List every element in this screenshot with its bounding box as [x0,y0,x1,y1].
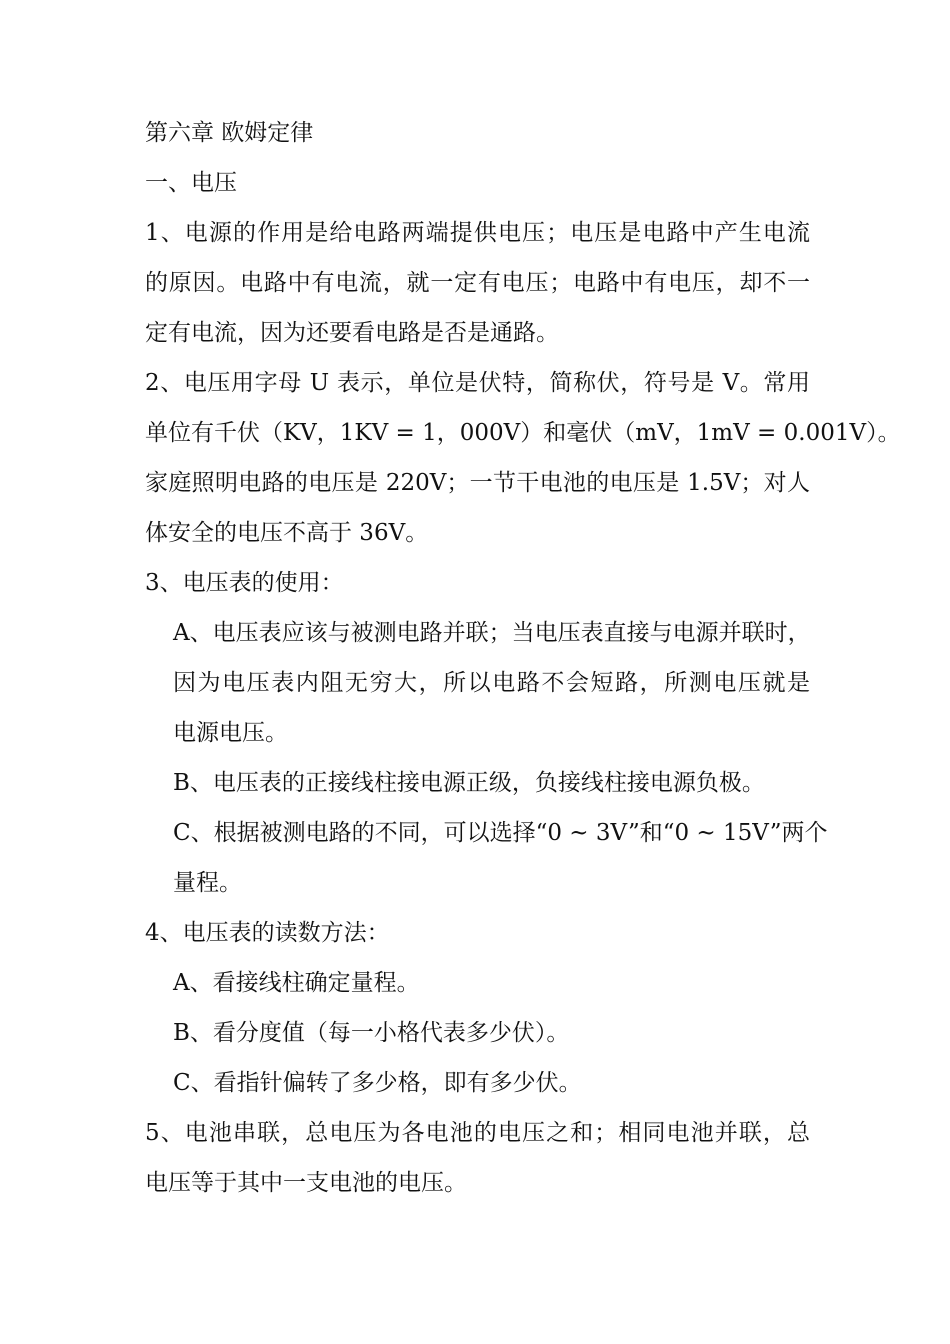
paragraph-line: 定有电流，因为还要看电路是否是通路。 [145,320,559,346]
item-4-sub-b [145,1008,810,1058]
item-3-sub-a [145,608,810,758]
item-4-sub-a [145,958,810,1008]
paragraph-line: 单位有千伏（KV，1KV = 1，000V）和毫伏（mV，1mV = 0.001V）。 [145,420,901,446]
paragraph-line: 电源电压。 [173,720,288,746]
document-body [145,108,901,1208]
chapter-title: 第六章 欧姆定律 [145,120,314,146]
paragraph-line: C、根据被测电路的不同，可以选择“0 ~ 3V”和“0 ~ 15V”两个 [173,820,828,846]
paragraph-line: 1、电源的作用是给电路两端提供电压；电压是电路中产生电流 [145,220,810,246]
item-3-sub-c [145,808,828,908]
item-4-sub-c [145,1058,810,1108]
paragraph-item-4 [145,908,810,1108]
paragraph-line: 5、电池串联，总电压为各电池的电压之和；相同电池并联，总 [145,1120,810,1146]
paragraph-item-2 [145,358,901,558]
paragraph-line: B、电压表的正接线柱接电源正级，负接线柱接电源负极。 [173,770,765,796]
paragraph-line: 体安全的电压不高于 36V。 [145,520,429,546]
paragraph-item-5 [145,1108,810,1208]
paragraph-item-3 [145,558,828,908]
item-4-heading: 4、电压表的读数方法： [145,920,390,946]
paragraph-line: 量程。 [173,870,242,896]
paragraph-line: A、看接线柱确定量程。 [173,970,420,996]
paragraph-line: 家庭照明电路的电压是 220V；一节干电池的电压是 1.5V；对人 [145,470,810,496]
section-title: 一、电压 [145,170,237,196]
paragraph-line: 因为电压表内阻无穷大，所以电路不会短路，所测电压就是 [173,670,810,696]
item-3-sub-b [145,758,810,808]
paragraph-item-1 [145,208,810,358]
paragraph-line: B、看分度值（每一小格代表多少伏）。 [173,1020,570,1046]
paragraph-line: 2、电压用字母 U 表示，单位是伏特，简称伏，符号是 V。常用 [145,370,810,396]
paragraph-line: A、电压表应该与被测电路并联；当电压表直接与电源并联时， [173,620,811,646]
paragraph-line: 电压等于其中一支电池的电压。 [145,1170,467,1196]
paragraph-line: 的原因。电路中有电流，就一定有电压；电路中有电压，却不一 [145,270,810,296]
item-3-heading: 3、电压表的使用： [145,570,344,596]
paragraph-line: C、看指针偏转了多少格，即有多少伏。 [173,1070,582,1096]
